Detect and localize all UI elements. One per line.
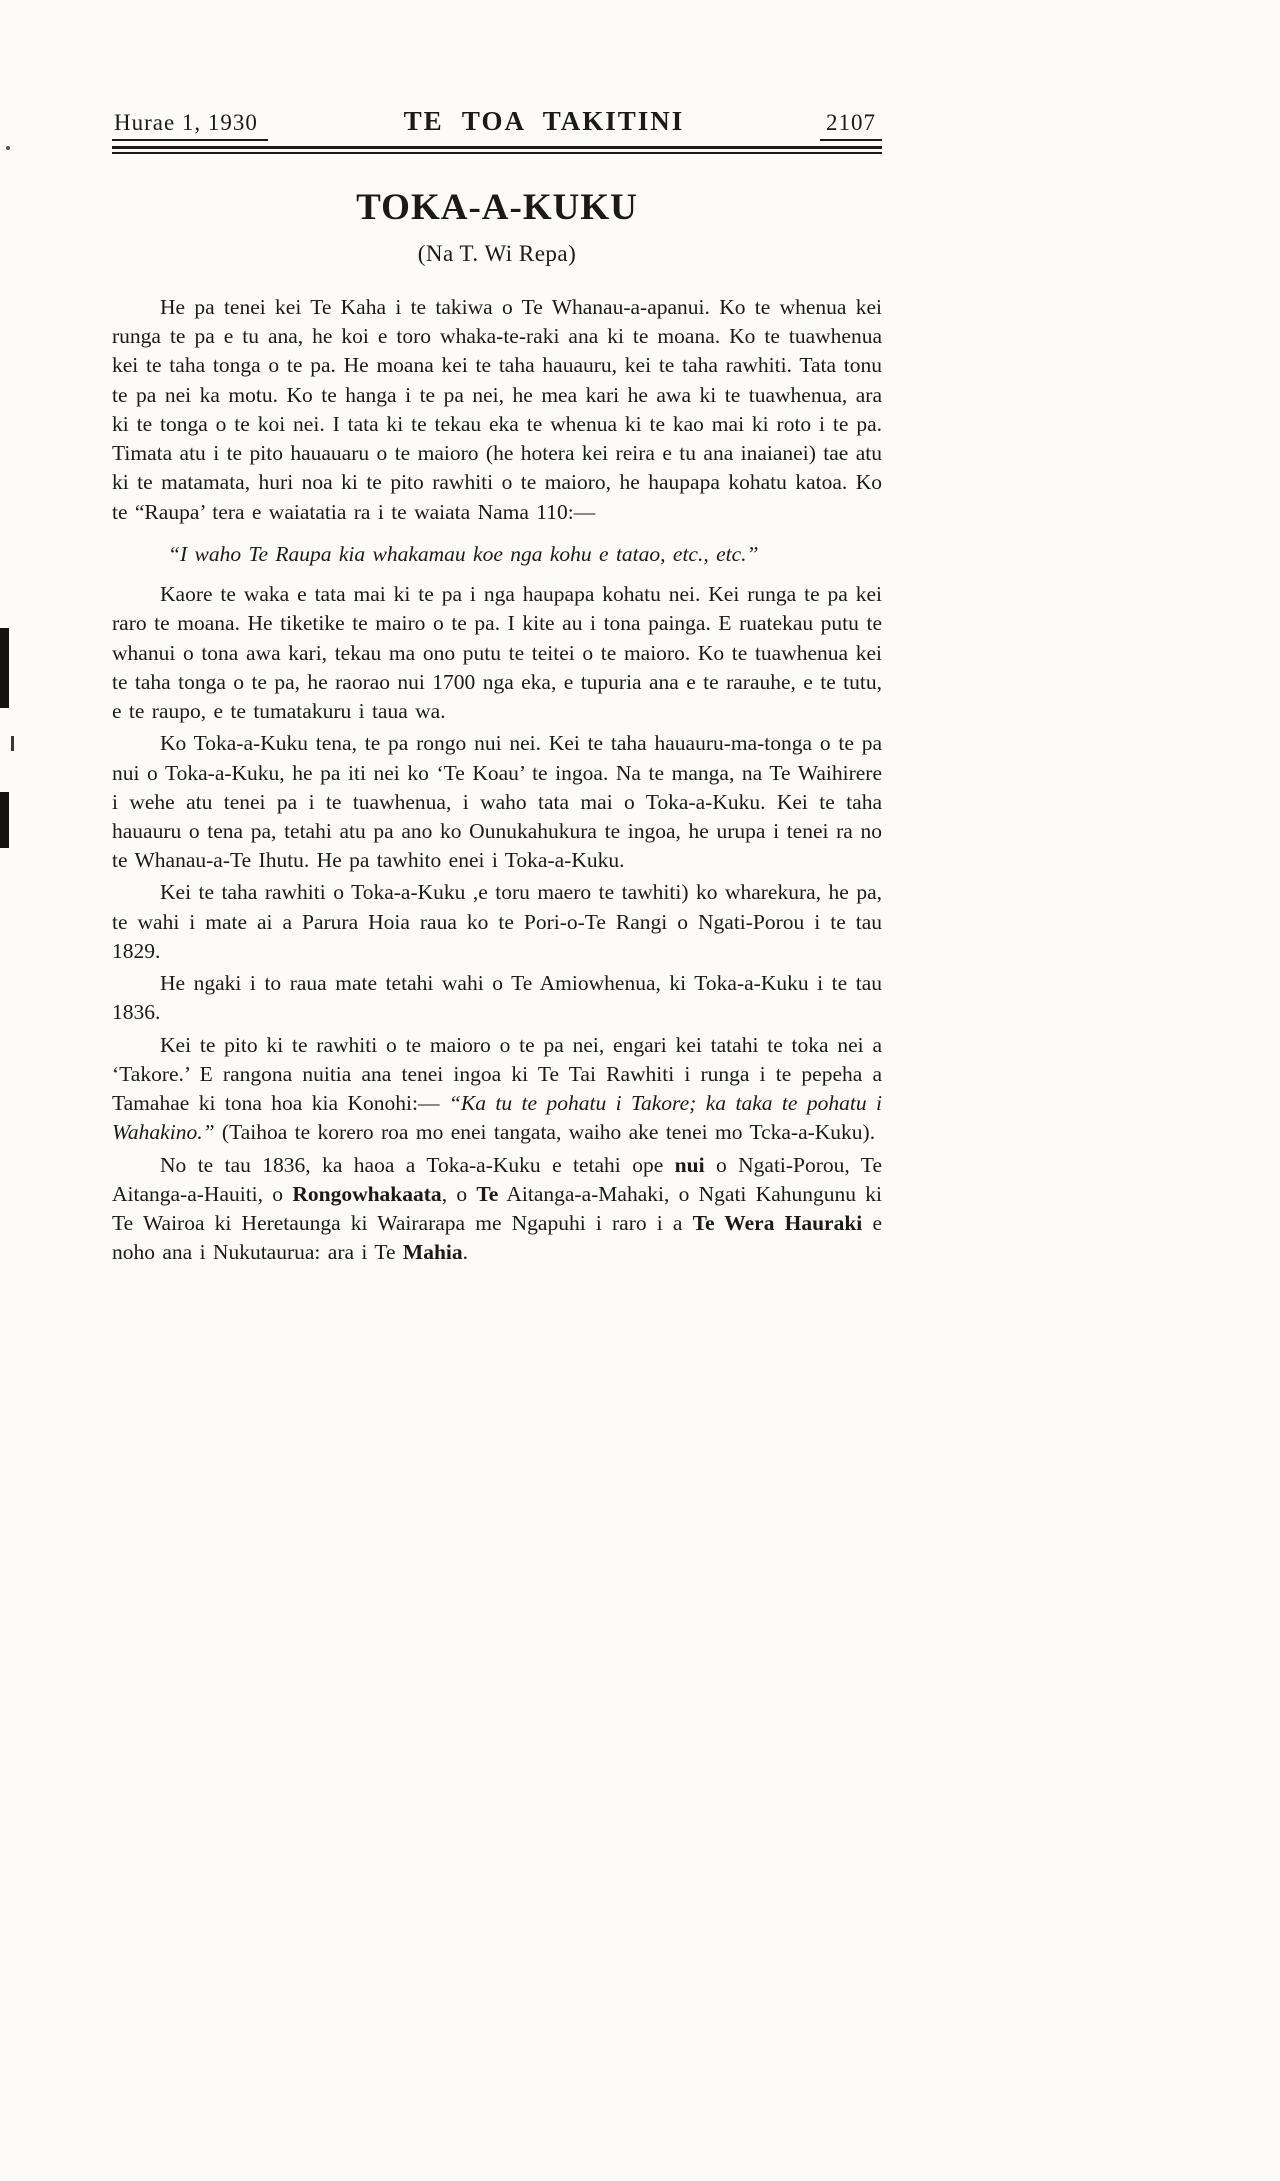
article-title: TOKA-A-KUKU [356,187,638,228]
paragraph-text: No te tau 1836, ka haoa a Toka-a-Kuku e tetahi ope [160,1152,675,1177]
masthead: TE TOA TAKITINI [403,106,685,136]
scan-artifact [0,628,9,708]
header-rule-thin [112,152,882,154]
page-header [112,106,882,141]
paragraph-text: Te [476,1181,499,1206]
article-body [112,293,882,1268]
paragraph-text: Rongowhakaata [292,1181,442,1206]
paragraph-text: , o [441,1181,477,1206]
paragraph [112,293,882,527]
paragraph-text: He pa tenei kei Te Kaha i te takiwa o Te Whanau-a-apanui. Ko te whenua kei runga te pa e tu ana, he koi e toro whaka-te-raki ana ki te moana. Ko te tuawhenua kei te taha tonga o te pa. He moana kei te taha hauauru, kei te taha rawhiti. Tata tonu te pa nei ka motu. Ko te hanga i te pa nei, he mea kari he awa ki te tuawhenua, ara ki te tonga o te koi nei. I tata ki te tekau eka te whenua ki te kao mai ki roto i te pa. Timata atu i te pito hauauaru o te maioro (he hotera kei reira e tu ana inaianei) tae atu ki te matamata, huri noa ki te pito rawhiti o te maioro, he haupapa kohatu katoa. Ko te “Raupa’ tera e waiatatia ra i te waiata Nama 110:— [112,295,882,524]
paragraph-text: Ko Toka-a-Kuku tena, te pa rongo nui nei. Kei te taha hauauru-ma-tonga o te pa nui o Toka-a-Kuku, he pa iti nei ko ‘Te Koau’ te ingoa. Na te manga, na Te Waihirere i wehe atu tenei pa i te tuawhenua, i waho tata mai o Toka-a-Kuku. Kei te taha hauauru o tena pa, tetahi atu pa ano ko Ounukahukura te ingoa, he urupa i tenei ra no te Whanau-a-Te Ihutu. He pa tawhito enei i Toka-a-Kuku. [112,731,882,873]
paragraph-text: . [462,1240,469,1265]
paragraph-text: He ngaki i to raua mate tetahi wahi o Te Amiowhenua, ki Toka-a-Kuku i te tau 1836. [112,971,882,1025]
paragraph-text: o Ngati-Porou, Te Aitanga-a-Hauiti, o [112,1152,882,1206]
paragraph-text: Kei te taha rawhiti o Toka-a-Kuku ,e toru maero te tawhiti) ko wharekura, he pa, te wahi i mate ai a Parura Hoia raua ko te Pori-o-Te Rangi o Ngati-Porou i te tau 1829. [112,880,882,963]
page-content [112,106,882,1271]
article-byline: (Na T. Wi Repa) [417,241,577,266]
paragraph-text: “Ka tu te pohatu i Takore; ka taka te pohatu i Wahakino.” [112,1091,882,1145]
paragraph-text: “I waho Te Raupa kia whakamau koe nga kohu e tatao, etc., etc.” [168,541,759,566]
paragraph [112,580,882,726]
scan-artifact [11,736,14,751]
paragraph [112,729,882,875]
paragraph [112,878,882,966]
paragraph-text: e noho ana i Nukutaurua: ara i Te [112,1211,882,1265]
issue-date: Hurae 1, 1930 [112,110,268,141]
paragraph-text: (Taihoa te korero roa mo enei tangata, waiho ake tenei mo Tcka-a-Kuku). [214,1120,876,1145]
paragraph [112,1031,882,1148]
scan-artifact [0,792,9,848]
paragraph-text: Kaore te waka e tata mai ki te pa i nga haupapa kohatu nei. Kei runga te pa kei raro te moana. He tiketike te mairo o te pa. I kite au i tona painga. E ruatekau putu te whanui o tona awa kari, tekau ma ono putu te teitei o te maioro. Ko te tuawhenua kei te taha tonga o te pa, he raorao nui 1700 nga eka, e tupuria ana e te rarauhe, e te tutu, e te raupo, e te tumatakuru i taua wa. [112,582,882,724]
paragraph-text: Kei te pito ki te rawhiti o te maioro o te pa nei, engari kei tatahi te toka nei a ‘Takore.’ E rangona nuitia ana tenei ingoa ki Te Tai Rawhiti i runga i te pepeha a Tamahae ki tona hoa kia Konohi:— [112,1032,882,1116]
paragraph [112,1151,882,1268]
header-rule-thick [112,146,882,149]
paragraph-text: nui [674,1152,705,1177]
paragraph-text: Te Wera Hauraki [692,1211,863,1236]
paragraph-text: Aitanga-a-Mahaki, o Ngati Kahungunu ki Te Wairoa ki Heretaunga ki Wairarapa me Ngapuhi i raro i a [112,1181,882,1236]
page-number: 2107 [820,110,882,141]
scan-artifact [6,146,10,150]
quote-paragraph [112,540,882,569]
paragraph [112,969,882,1027]
paragraph-text: Mahia [402,1240,463,1265]
